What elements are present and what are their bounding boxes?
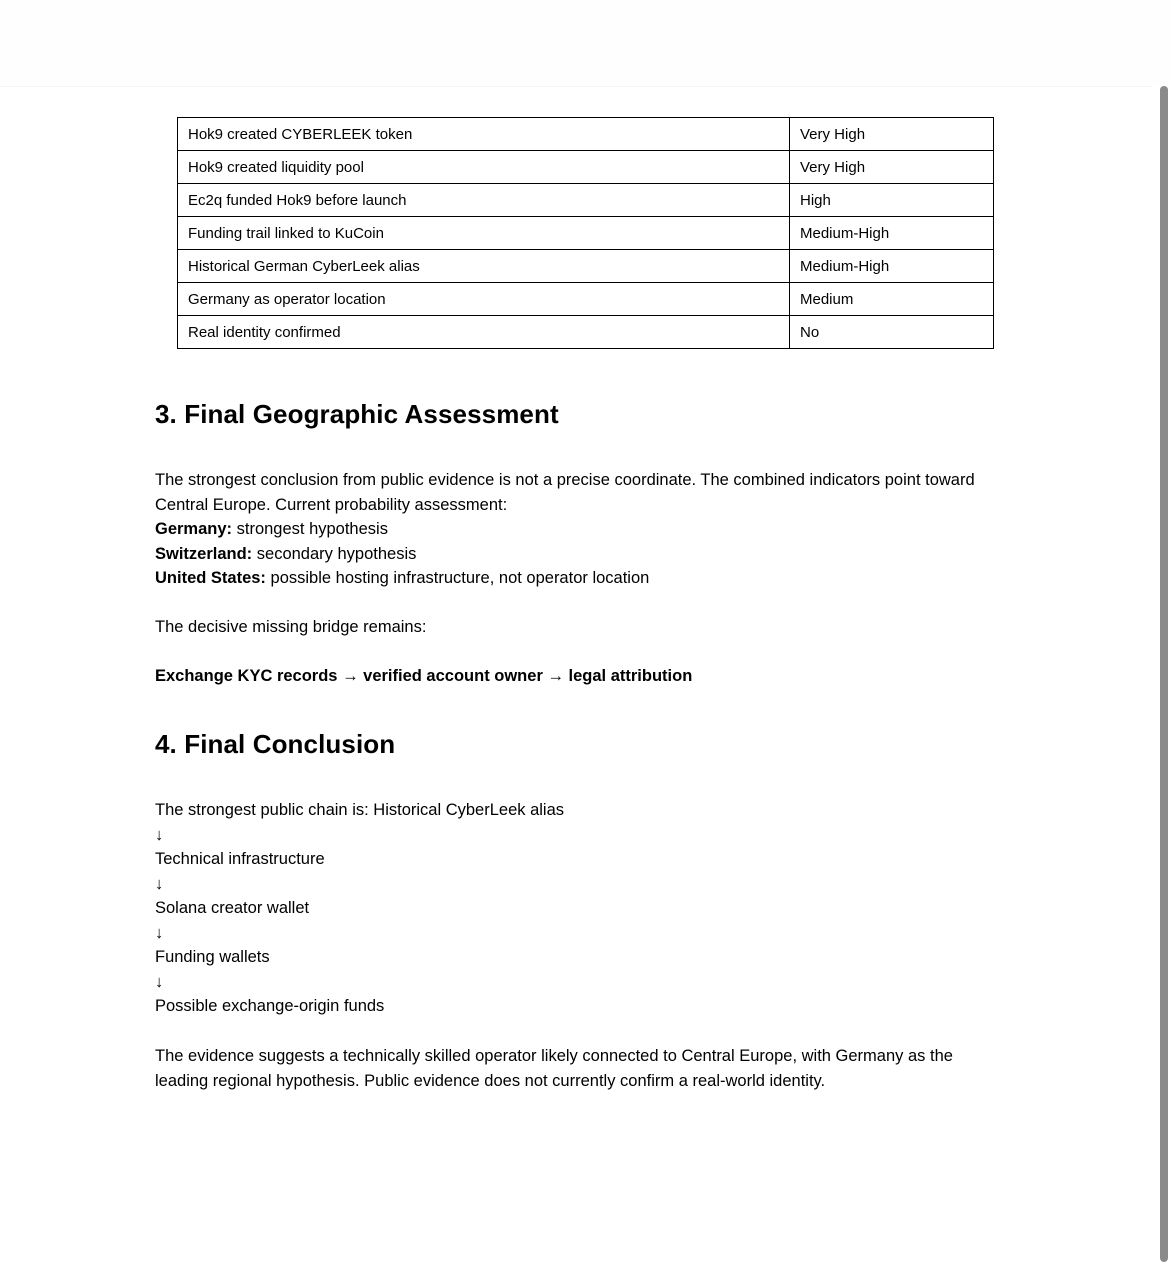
hypothesis-switzerland xyxy=(155,542,1015,567)
closing-line: leading regional hypothesis. Public evidence does not currently confirm a real-world identity. xyxy=(155,1071,826,1090)
table-row xyxy=(178,250,994,283)
chain-step: Solana creator wallet xyxy=(155,899,310,917)
down-arrow-icon: ↓ xyxy=(155,972,164,991)
table-cell-claim: Germany as operator location xyxy=(178,283,790,316)
table-cell-claim: Hok9 created CYBERLEEK token xyxy=(178,118,790,151)
table-cell-confidence: Medium-High xyxy=(790,217,994,250)
down-arrow-icon: ↓ xyxy=(155,825,164,844)
hypothesis-text: strongest hypothesis xyxy=(232,520,388,538)
table-cell-confidence: Very High xyxy=(790,118,994,151)
table-cell-claim: Hok9 created liquidity pool xyxy=(178,151,790,184)
hypothesis-text: possible hosting infrastructure, not operator location xyxy=(265,569,650,587)
table-row xyxy=(178,118,994,151)
hypothesis-label: United States: xyxy=(155,569,266,587)
chain-step: Funding wallets xyxy=(155,948,270,966)
table-cell-confidence: Medium-High xyxy=(790,250,994,283)
section-4-heading: 4. Final Conclusion xyxy=(155,729,396,759)
hypothesis-germany xyxy=(155,517,1015,542)
table-row xyxy=(178,217,994,250)
intro-line: The strongest conclusion from public evidence is not a precise coordinate. The combined indicators point toward xyxy=(155,471,975,489)
table-cell-confidence: High xyxy=(790,184,994,217)
scrollbar-thumb[interactable] xyxy=(1160,86,1168,1262)
hypothesis-label: Germany: xyxy=(155,520,233,538)
public-chain xyxy=(155,798,1015,1019)
geographic-assessment-body xyxy=(155,468,1015,591)
table-cell-confidence: No xyxy=(790,316,994,349)
table-cell-claim: Real identity confirmed xyxy=(178,316,790,349)
chain-intro: The strongest public chain is: Historical CyberLeek alias xyxy=(155,801,565,819)
viewer-top-bar xyxy=(0,0,1170,87)
down-arrow-icon: ↓ xyxy=(155,874,164,893)
table-row xyxy=(178,316,994,349)
table-cell-claim: Historical German CyberLeek alias xyxy=(178,250,790,283)
chain-step: Possible exchange-origin funds xyxy=(155,997,385,1015)
hypothesis-label: Switzerland: xyxy=(155,544,253,563)
closing-paragraph xyxy=(155,1044,1015,1093)
chain-step: Technical infrastructure xyxy=(155,850,325,868)
table-row xyxy=(178,151,994,184)
closing-line: The evidence suggests a technically skilled operator likely connected to Central Europe, with Germany as the xyxy=(155,1047,953,1065)
hypothesis-text: secondary hypothesis xyxy=(252,544,417,563)
table-cell-claim: Ec2q funded Hok9 before launch xyxy=(178,184,790,217)
intro-line: Central Europe. Current probability assessment: xyxy=(155,495,508,514)
section-3-heading: 3. Final Geographic Assessment xyxy=(155,399,559,429)
bridge-chain: Exchange KYC records → verified account owner → legal attribution xyxy=(155,667,693,685)
table-row xyxy=(178,184,994,217)
bridge-intro: The decisive missing bridge remains: xyxy=(155,618,427,636)
table-cell-claim: Funding trail linked to KuCoin xyxy=(178,217,790,250)
hypothesis-united-states xyxy=(155,566,1015,591)
assessment-table xyxy=(177,117,994,349)
table-row xyxy=(178,283,994,316)
table-cell-confidence: Very High xyxy=(790,151,994,184)
down-arrow-icon: ↓ xyxy=(155,923,164,942)
table-cell-confidence: Medium xyxy=(790,283,994,316)
